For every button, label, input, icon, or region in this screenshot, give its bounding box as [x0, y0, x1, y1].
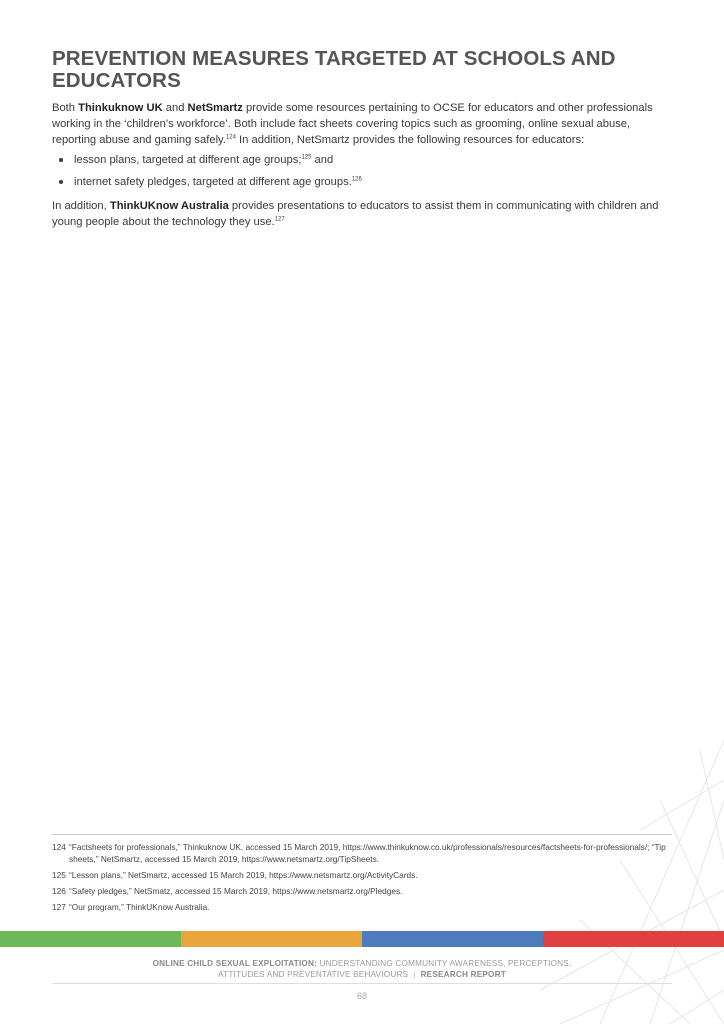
thinkuknow-uk-name: Thinkuknow UK: [78, 102, 163, 114]
list-item-text: internet safety pledges, targeted at different age groups.: [74, 176, 352, 188]
section-heading-line1: PREVENTION MEASURES TARGETED AT SCHOOLS AND: [52, 47, 616, 70]
footnote: [52, 901, 672, 913]
color-stripe: [0, 931, 724, 947]
color-stripe-orange: [181, 931, 362, 947]
footnote-ref-125: 125: [301, 154, 312, 161]
para1-text-4: In addition, NetSmartz provides the following resources for educators:: [235, 134, 585, 146]
resources-list: [52, 152, 672, 190]
footnote: [52, 885, 672, 897]
para2-text-1: In addition,: [52, 200, 110, 212]
color-stripe-red: [543, 931, 724, 947]
list-item-suffix: and: [311, 154, 334, 166]
list-item-text: lesson plans, targeted at different age groups;: [74, 154, 302, 166]
thinkuknow-australia-name: ThinkUKnow Australia: [109, 200, 229, 212]
footnote-number: 127: [52, 902, 66, 912]
color-stripe-blue: [362, 931, 543, 947]
para2-text-2: provides presentations to educators to assist them in communicating with children and young people about the technology they use.: [52, 200, 659, 228]
footnotes: [52, 834, 672, 917]
running-footer: [52, 958, 672, 980]
footer-report-type: RESEARCH REPORT: [420, 970, 506, 979]
footnote-text: “Safety pledges,” NetSmatz, accessed 15 March 2019, https://www.netsmartz.org/Pledges.: [69, 886, 403, 896]
para1-text-1: Both: [52, 102, 79, 114]
footer-report-subtitle-cont: ATTITUDES AND PREVENTATIVE BEHAVIOURS: [218, 970, 409, 979]
para1-text-2: and: [162, 102, 188, 114]
section-heading: [52, 48, 672, 92]
footer-line2: [52, 969, 672, 980]
footnote: [52, 869, 672, 881]
footnote-ref-124: 124: [225, 134, 236, 141]
footnote: [52, 841, 672, 865]
netsmartz-name: NetSmartz: [187, 102, 243, 114]
footnote-text: “Lesson plans,” NetSmartz, accessed 15 March 2019, https://www.netsmartz.org/ActivityCards.: [69, 870, 418, 880]
list-item: [52, 152, 672, 168]
footer-separator: |: [413, 970, 416, 979]
footer-report-title: ONLINE CHILD SEXUAL EXPLOITATION:: [152, 959, 318, 968]
para1-text-3: provide some resources pertaining to OCSE for educators and other professionals working in the ‘children’s workforce’. Both include fact sheets covering topics such as grooming, online sexual abuse, reporting abuse and gaming safely.: [52, 102, 653, 146]
footer-report-subtitle: UNDERSTANDING COMMUNITY AWARENESS, PERCEPTIONS,: [317, 959, 572, 968]
footnote-number: 124: [52, 842, 66, 852]
main-content: [52, 48, 672, 230]
section-heading-line2: EDUCATORS: [52, 69, 181, 92]
footer-divider: [52, 983, 672, 984]
bullet-icon: [59, 180, 63, 184]
footer-line1: [52, 958, 672, 969]
footnote-ref-126: 126: [351, 176, 362, 183]
color-stripe-green: [0, 931, 181, 947]
list-item: [52, 174, 672, 190]
intro-paragraph: [52, 100, 672, 148]
footnote-text: “Our program,” ThinkUKnow Australia.: [69, 902, 210, 912]
bullet-icon: [59, 158, 63, 162]
footnote-text: “Factsheets for professionals,” Thinkuknow UK, accessed 15 March 2019, https://www.thinkuknow.co.uk/professionals/resources/factsheets-for-professionals/; “Tip sheets,” NetSmartz, accessed 15 March 2019, https://www.netsmartz.org/TipSheets.: [69, 842, 666, 864]
australia-paragraph: [52, 198, 672, 230]
footnote-ref-127: 127: [274, 216, 285, 223]
page-number: 68: [356, 991, 367, 1001]
footnote-number: 126: [52, 886, 66, 896]
footnote-number: 125: [52, 870, 66, 880]
